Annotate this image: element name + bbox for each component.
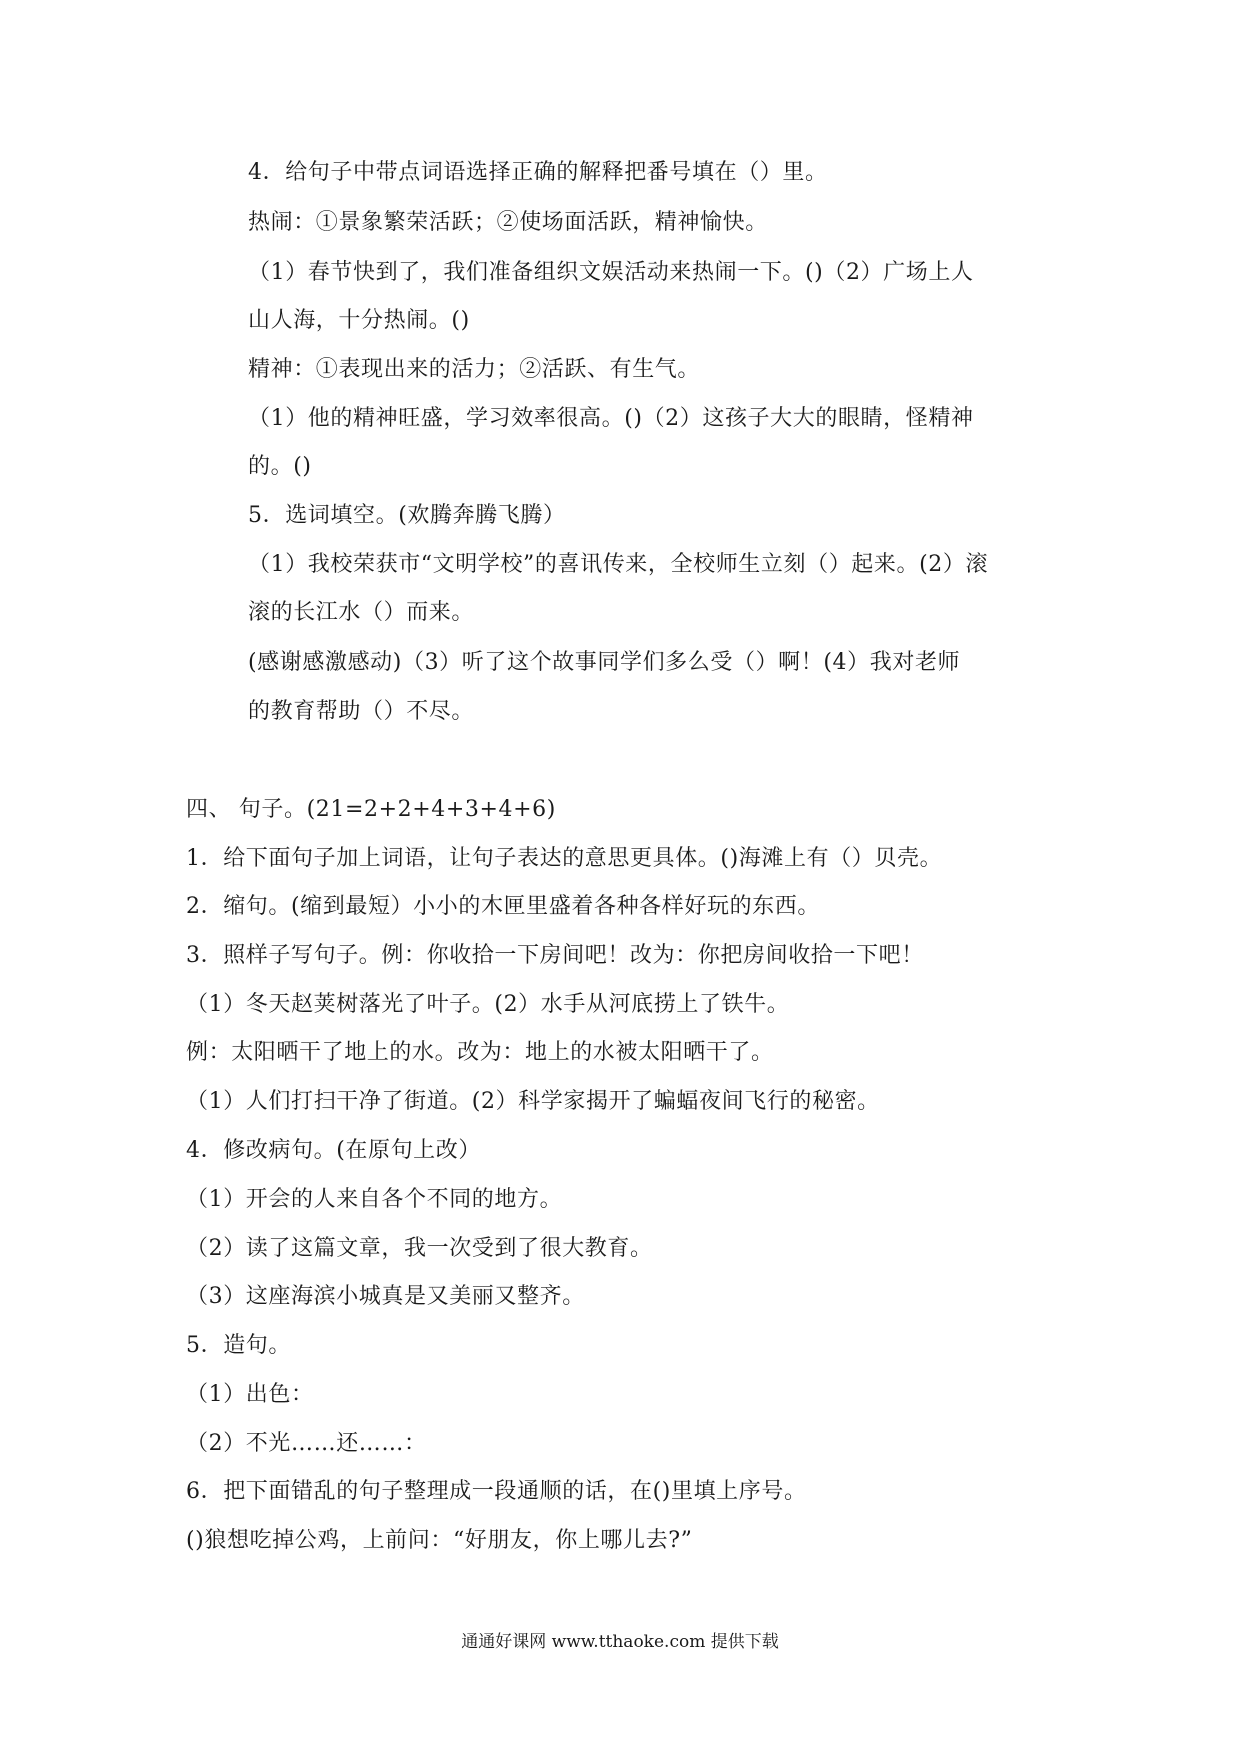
section-4-question-1: 1．给下面句子加上词语，让句子表达的意思更具体。()海滩上有（）贝壳。 [186,846,943,871]
section-4-question-5-item-2: （2）不光……还……： [186,1431,427,1456]
section-4-heading: 四、 句子。(21=2+2+4+3+4+6) [186,797,556,822]
section-4-question-3-line-1: （1）冬天赵荚树落光了叶子。(2）水手从河底捞上了铁牛。 [186,992,790,1017]
renao-sentence-line-2: 山人海，十分热闹。() [248,308,470,333]
section-4-question-6-title: 6．把下面错乱的句子整理成一段通顺的话，在()里填上序号。 [186,1479,807,1504]
section-4-question-3-example-2: 例：太阳晒干了地上的水。改为：地上的水被太阳晒干了。 [186,1040,774,1065]
renao-sentence-line-1: （1）春节快到了，我们准备组织文娱活动来热闹一下。()（2）广场上人 [248,260,974,285]
question-5-line-2: 滚的长江水（）而来。 [248,600,475,625]
question-5-line-1: （1）我校荣获市“文明学校”的喜讯传来，全校师生立刻（）起来。(2）滚 [248,552,989,577]
renao-definition: 热闹：①景象繁荣活跃；②使场面活跃，精神愉快。 [248,210,768,235]
section-4-question-4-item-3: （3）这座海滨小城真是又美丽又整齐。 [186,1284,585,1309]
question-5-title: 5．选词填空。(欢腾奔腾飞腾） [248,503,566,528]
jingshen-sentence-line-1: （1）他的精神旺盛，学习效率很高。()（2）这孩子大大的眼睛，怪精神 [248,406,974,431]
section-4-question-4-item-1: （1）开会的人来自各个不同的地方。 [186,1187,563,1212]
section-4-question-4-item-2: （2）读了这篇文章，我一次受到了很大教育。 [186,1236,653,1261]
section-4-question-3-title: 3．照样子写句子。例：你收拾一下房间吧！改为：你把房间收拾一下吧！ [186,943,924,968]
section-4-question-5-title: 5．造句。 [186,1333,291,1358]
question-5-line-3: (感谢感激感动)（3）听了这个故事同学们多么受（）啊！(4）我对老师 [248,650,961,675]
page-footer: 通通好课网 www.tthaoke.com 提供下载 [461,1632,779,1652]
section-4-question-4-title: 4．修改病句。(在原句上改） [186,1138,481,1163]
section-4-question-2: 2．缩句。(缩到最短）小小的木匣里盛着各种各样好玩的东西。 [186,894,820,919]
section-4-question-5-item-1: （1）出色： [186,1382,314,1407]
section-4-question-3-line-2: （1）人们打扫干净了街道。(2）科学家揭开了蝙蝠夜间飞行的秘密。 [186,1089,880,1114]
jingshen-definition: 精神：①表现出来的活力；②活跃、有生气。 [248,357,701,382]
section-4-question-6-item-1: ()狼想吃掉公鸡，上前问：“好朋友，你上哪儿去?” [186,1528,693,1553]
question-5-line-4: 的教育帮助（）不尽。 [248,699,475,724]
jingshen-sentence-line-2: 的。() [248,454,312,479]
question-4-title: 4．给句子中带点词语选择正确的解释把番号填在（）里。 [248,160,828,185]
